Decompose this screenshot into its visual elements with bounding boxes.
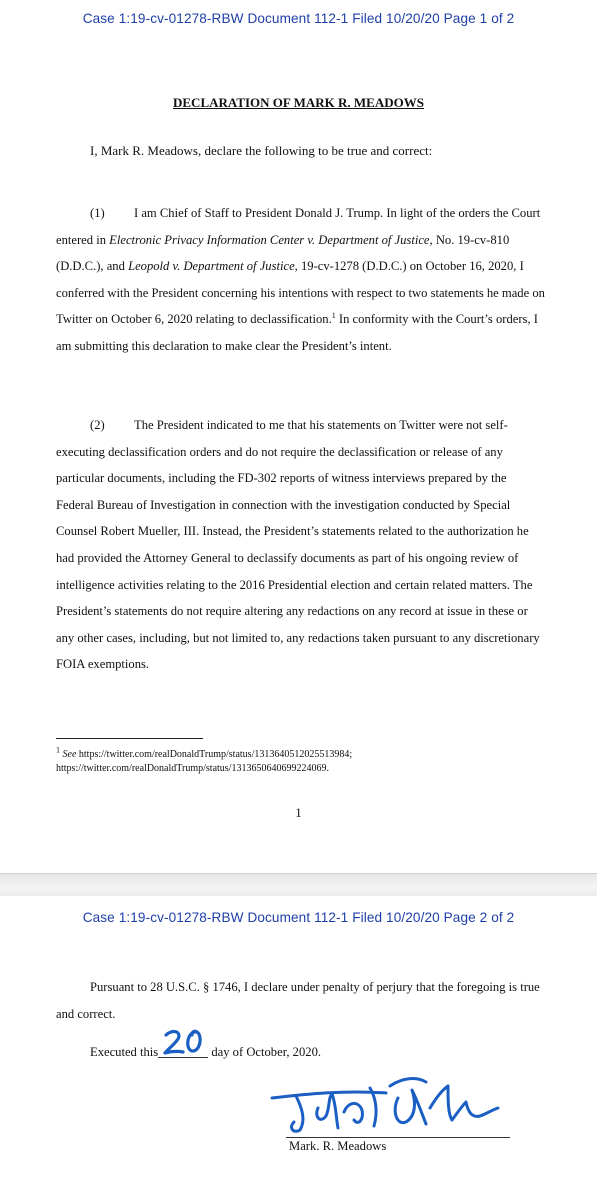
handwritten-day [158, 1027, 208, 1058]
declaration-title: DECLARATION OF MARK R. MEADOWS [173, 95, 424, 110]
signer-name: Mark. R. Meadows [289, 1139, 387, 1153]
svg-text:20: 20 [162, 1027, 164, 1028]
perjury-statement: Pursuant to 28 U.S.C. § 1746, I declare under penalty of perjury that the foregoing is true [90, 980, 540, 994]
intro-paragraph: I, Mark R. Meadows, declare the following to be true and correct: [90, 143, 433, 158]
signature-image [266, 1068, 506, 1140]
footnote-reference: 1 [331, 311, 336, 321]
page-separator [0, 873, 597, 897]
footnote-divider [56, 738, 203, 739]
paragraph-2: (2) The President indicated to me that his statements on Twitter were not self- executing declassification orders and do not require the declassification or release of any particular documents, including the FD-302 reports of witness interviews prepared by the Federal Bureau of Investigation in connection with the investigation conducted by Special Counsel Robert Mueller, III. Instead, the President’s statements related to the authorization he had provided the Attorney General to declassify documents as part of his ongoing review of intelligence activities relating to the 2016 Presidential election and certain related matters. The President’s statements do not require altering any redactions on any record at issue in these or any other cases, including, but not limited to, any redactions taken pursuant to any discretionary FOIA exemptions. [56, 418, 540, 672]
signature-line [286, 1137, 510, 1138]
case-header: Case 1:19-cv-01278-RBW Document 112-1 Filed 10/20/20 Page 2 of 2 [82, 910, 515, 925]
page-number: 1 [295, 806, 302, 820]
paragraph-1: (1) I am Chief of Staff to President Donald J. Trump. In light of the orders the Court entered in Electronic Privacy Information Center v. Department of Justice, No. 19-cv-810 (D.D.C.), and Leopold v. Department of Justice, 19-cv-1278 (D.D.C.) on October 16, 2020, I conferred with the President concerning his intentions with respect to two statements he made on Twitter on October 6, 2020 relating to declassification.$^1$ In conformity with the Court’s orders, I am submitting this declaration to make clear the President’s intent. [56, 206, 545, 353]
case-header: Case 1:19-cv-01278-RBW Document 112-1 Filed 10/20/20 Page 1 of 2 [82, 11, 515, 26]
perjury-statement-cont: and correct. [56, 1007, 116, 1021]
footnote: $^1$ See https://twitter.com/realDonaldTrump/status/1313640512025513984; https://twitter.com/realDonaldTrump/status/1313650640699224069. [56, 745, 353, 774]
execution-line: Executed this 20 day of October, 2020. [90, 1027, 322, 1059]
